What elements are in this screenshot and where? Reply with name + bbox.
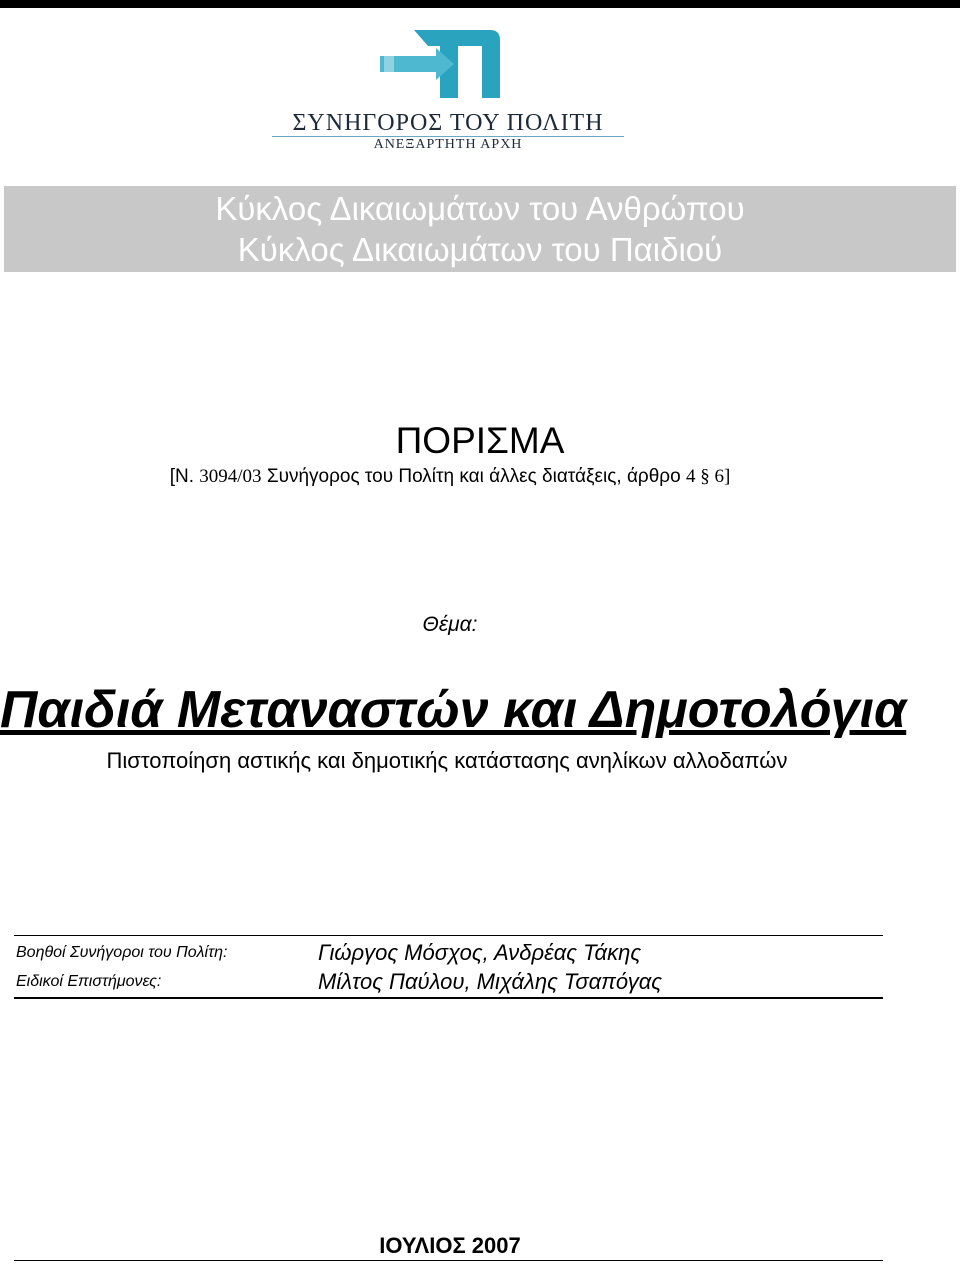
staff-top-divider bbox=[14, 935, 883, 936]
top-rule bbox=[0, 0, 960, 8]
logo-subtitle: ΑΝΕΞΑΡΤΗΤΗ ΑΡΧΗ bbox=[373, 137, 523, 152]
staff-names: Μίλτος Παύλου, Μιχάλης Τσαπόγας bbox=[318, 969, 662, 994]
law-number: 3094/03 bbox=[199, 466, 262, 487]
law-article: 4 § 6] bbox=[685, 466, 731, 487]
banner-line-human-rights: Κύκλος Δικαιωμάτων του Ανθρώπου bbox=[215, 190, 745, 227]
bottom-divider bbox=[14, 1260, 883, 1261]
document-subtitle: Πιστοποίηση αστικής και δημοτικής κατάστασης ανηλίκων αλλοδαπών bbox=[106, 748, 788, 773]
law-reference bbox=[0, 466, 900, 488]
subject-label: Θέμα: bbox=[422, 613, 478, 636]
law-ref-text: Συνήγορος του Πολίτη και άλλες διατάξεις, άρθρο bbox=[266, 466, 681, 487]
cycle-banner bbox=[4, 186, 956, 272]
logo-name: ΣΥΝΗΓΟΡΟΣ ΤΟΥ ΠΟΛΙΤΗ bbox=[292, 110, 604, 136]
staff-bottom-divider bbox=[14, 997, 883, 999]
staff-row-deputy-ombudsmen bbox=[16, 940, 883, 968]
law-ref-open: [Ν. bbox=[169, 466, 194, 487]
ombudsman-logo bbox=[268, 26, 628, 156]
staff-names: Γιώργος Μόσχος, Ανδρέας Τάκης bbox=[318, 940, 642, 965]
document-title: Παιδιά Μεταναστών και Δημοτολόγια bbox=[0, 681, 907, 739]
document-type: ΠΟΡΙΣΜΑ bbox=[395, 420, 565, 461]
staff-label: Ειδικοί Επιστήμονες: bbox=[16, 973, 162, 990]
staff-row-specialists bbox=[16, 969, 883, 997]
ombudsman-mark-icon bbox=[268, 26, 628, 110]
staff-label: Βοηθοί Συνήγοροι του Πολίτη: bbox=[16, 944, 228, 961]
publication-date: ΙΟΥΛΙΟΣ 2007 bbox=[379, 1233, 521, 1258]
banner-line-child-rights: Κύκλος Δικαιωμάτων του Παιδιού bbox=[237, 231, 723, 268]
